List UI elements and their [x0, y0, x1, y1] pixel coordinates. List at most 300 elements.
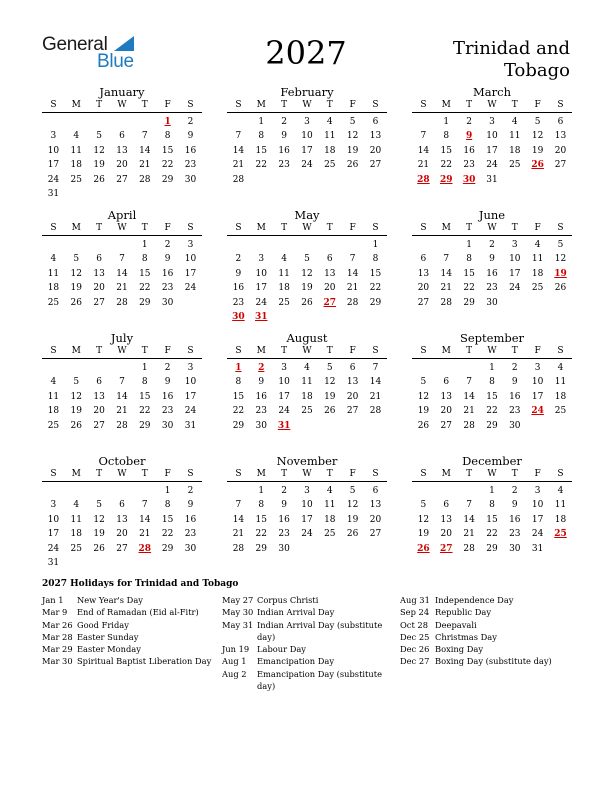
day: 8 [489, 500, 495, 511]
weekday-header [42, 222, 202, 236]
day: 1 [258, 117, 265, 127]
holiday-name: Republic Day [435, 607, 491, 618]
weekday-label: W [117, 100, 127, 110]
day: 27 [554, 160, 567, 171]
weekday-label: T [511, 469, 518, 479]
day: 23 [278, 529, 290, 540]
day: 11 [70, 145, 82, 156]
weekday-label: S [557, 469, 564, 479]
day: 23 [278, 160, 290, 171]
month-august [227, 331, 387, 433]
day: 21 [116, 406, 128, 417]
logo-blue-text: Blue [97, 51, 134, 72]
day: 15 [463, 268, 475, 279]
day-grid [412, 361, 572, 433]
holiday-date: Aug 2 [222, 668, 247, 679]
holiday-item [222, 668, 394, 693]
weekday-label: W [117, 223, 127, 233]
month-october [42, 454, 202, 570]
empty-day [65, 361, 88, 375]
weekday-label: M [256, 223, 266, 233]
day: 8 [164, 500, 171, 511]
day: 18 [324, 145, 336, 156]
day: 13 [93, 391, 105, 402]
day: 16 [278, 145, 290, 156]
day: 7 [141, 131, 148, 142]
day: 17 [301, 514, 313, 525]
holiday-date: Oct 28 [400, 619, 428, 630]
month-november [227, 454, 387, 556]
day: 22 [139, 283, 151, 294]
weekday-label: W [487, 223, 497, 233]
day: 9 [235, 268, 242, 279]
day: 3 [304, 486, 310, 496]
day: 23 [509, 406, 521, 417]
day: 12 [554, 254, 567, 265]
day: 25 [278, 297, 290, 308]
day: 9 [281, 131, 287, 142]
day: 7 [235, 131, 242, 142]
day: 24 [47, 174, 60, 185]
day: 29 [486, 543, 498, 554]
day: 6 [443, 377, 450, 388]
day: 30 [278, 543, 290, 554]
day: 12 [346, 500, 359, 511]
empty-day [111, 238, 134, 252]
day: 9 [164, 377, 171, 388]
weekday-label: F [534, 100, 541, 110]
day: 25 [509, 160, 521, 171]
weekday-label: T [326, 346, 333, 356]
day: 18 [47, 283, 60, 294]
empty-day [435, 484, 458, 498]
weekday-label: W [302, 346, 312, 356]
day: 13 [93, 268, 105, 279]
weekday-label: S [50, 223, 57, 233]
weekday-label: T [511, 100, 518, 110]
day: 29 [369, 297, 382, 308]
day: 21 [346, 283, 359, 294]
holiday-name: Emancipation Day (substitute day) [257, 668, 382, 692]
empty-day [341, 238, 364, 252]
day: 19 [346, 514, 359, 525]
month-title: September [459, 331, 525, 345]
weekday-label: S [235, 223, 242, 233]
day: 29 [232, 420, 245, 431]
day-grid [412, 484, 572, 556]
day: 1 [443, 117, 450, 127]
day: 29 [463, 297, 475, 308]
weekday-header [412, 345, 572, 359]
empty-day [133, 115, 156, 129]
holiday-item [222, 643, 394, 655]
day: 1 [489, 363, 495, 373]
weekday-label: T [281, 100, 288, 110]
weekday-label: W [302, 223, 312, 233]
day: 20 [417, 283, 430, 294]
day: 17 [184, 391, 197, 402]
empty-day [88, 361, 111, 375]
holiday-item [222, 594, 394, 606]
day: 19 [70, 406, 82, 417]
day: 16 [509, 514, 521, 525]
weekday-header [227, 222, 387, 236]
day: 9 [511, 500, 518, 511]
day-grid [42, 484, 202, 570]
day: 31 [531, 543, 544, 554]
weekday-label: S [372, 100, 379, 110]
day: 8 [443, 131, 450, 142]
holidays-title: 2027 Holidays for Trinidad and Tobago [42, 579, 239, 589]
holiday-item [400, 631, 570, 643]
day: 29 [255, 543, 267, 554]
weekday-label: S [420, 223, 427, 233]
weekday-label: T [96, 469, 103, 479]
day: 10 [486, 131, 498, 142]
empty-day [42, 115, 65, 129]
holiday-item [400, 619, 570, 631]
holiday-name: Good Friday [77, 619, 129, 630]
day: 17 [47, 529, 60, 540]
day: 19 [346, 145, 359, 156]
empty-day [412, 361, 435, 375]
day: 18 [301, 391, 313, 402]
weekday-label: M [441, 346, 451, 356]
day: 26 [70, 420, 82, 431]
day: 20 [116, 529, 128, 540]
holiday-date: Mar 30 [42, 656, 73, 667]
day: 9 [187, 131, 194, 142]
day: 2 [489, 240, 495, 250]
weekday-label: S [187, 469, 194, 479]
holiday-item [42, 643, 217, 655]
day: 3 [187, 240, 194, 250]
day: 9 [258, 377, 265, 388]
day: 10 [47, 145, 60, 156]
day: 25 [324, 529, 336, 540]
day: 3 [187, 363, 194, 373]
holiday-name: Emancipation Day [257, 656, 335, 667]
holiday-date: Sep 24 [400, 607, 430, 618]
weekday-label: S [50, 100, 57, 110]
day: 3 [50, 500, 57, 511]
day: 16 [184, 145, 197, 156]
weekday-label: M [256, 100, 266, 110]
day: 21 [463, 406, 475, 417]
day: 19 [417, 406, 430, 417]
day: 18 [554, 514, 567, 525]
weekday-label: S [372, 469, 379, 479]
day: 24 [255, 297, 267, 308]
day: 23 [161, 406, 174, 417]
holiday-name: End of Ramadan (Eid al-Fitr) [77, 607, 199, 618]
weekday-label: S [235, 100, 242, 110]
holiday-date: Mar 26 [42, 619, 73, 630]
day-grid [227, 238, 387, 324]
empty-day [458, 484, 481, 498]
weekday-label: W [487, 100, 497, 110]
day: 9 [511, 377, 518, 388]
day: 23 [509, 529, 521, 540]
day: 11 [278, 268, 290, 279]
day: 24 [531, 529, 544, 540]
holiday-date: Mar 29 [42, 644, 73, 655]
holiday-day: 29 [440, 174, 453, 185]
day: 17 [486, 145, 498, 156]
day: 20 [369, 145, 382, 156]
month-june [412, 208, 572, 310]
day: 15 [255, 145, 267, 156]
holiday-name: Boxing Day (substitute day) [435, 656, 552, 667]
day: 22 [486, 406, 498, 417]
day: 27 [93, 297, 105, 308]
day: 16 [184, 514, 197, 525]
day: 18 [70, 529, 82, 540]
day: 12 [417, 514, 430, 525]
holiday-column [400, 594, 570, 668]
day: 4 [326, 117, 333, 127]
day: 29 [139, 297, 151, 308]
day: 30 [161, 420, 174, 431]
weekday-label: S [235, 346, 242, 356]
day: 13 [369, 500, 382, 511]
day: 3 [534, 486, 541, 496]
day: 4 [281, 254, 287, 265]
holiday-name: New Year's Day [77, 595, 143, 605]
weekday-label: T [141, 346, 148, 356]
day: 9 [164, 254, 171, 265]
weekday-label: W [117, 469, 127, 479]
holiday-date: Jun 19 [222, 644, 250, 655]
day: 1 [258, 486, 265, 496]
day: 16 [463, 145, 475, 156]
weekday-label: M [256, 469, 266, 479]
day: 11 [47, 268, 60, 279]
weekday-label: F [164, 346, 171, 356]
day: 15 [161, 514, 174, 525]
day: 1 [141, 240, 148, 250]
empty-day [88, 484, 111, 498]
day: 5 [304, 254, 310, 265]
holiday-name: Indian Arrival Day (substitute day) [257, 619, 383, 642]
day: 11 [47, 391, 60, 402]
empty-day [65, 238, 88, 252]
weekday-header [42, 468, 202, 482]
day: 15 [255, 514, 267, 525]
day: 18 [531, 268, 544, 279]
day: 10 [278, 377, 290, 388]
day: 10 [509, 254, 521, 265]
weekday-label: M [71, 346, 81, 356]
empty-day [88, 238, 111, 252]
weekday-header [42, 345, 202, 359]
day: 12 [93, 514, 105, 525]
weekday-label: F [349, 469, 356, 479]
day: 9 [187, 500, 194, 511]
day: 24 [509, 283, 521, 294]
day: 13 [369, 131, 382, 142]
day: 21 [440, 283, 452, 294]
day: 21 [232, 160, 245, 171]
day: 1 [141, 363, 148, 373]
day: 20 [440, 406, 452, 417]
weekday-label: T [141, 100, 148, 110]
holiday-name: Spiritual Baptist Liberation Day [77, 656, 212, 667]
holiday-item [222, 619, 394, 644]
day: 19 [93, 160, 105, 171]
day: 19 [70, 283, 82, 294]
holiday-item [42, 594, 217, 606]
day: 17 [255, 283, 267, 294]
day: 7 [466, 377, 472, 388]
month-february [227, 85, 387, 187]
weekday-label: T [511, 223, 518, 233]
day: 10 [255, 268, 267, 279]
day: 8 [235, 377, 242, 388]
day: 14 [417, 145, 430, 156]
day: 3 [489, 117, 495, 127]
day: 4 [557, 486, 564, 496]
day: 3 [258, 254, 265, 265]
weekday-label: S [557, 100, 564, 110]
day: 19 [531, 145, 544, 156]
holiday-name: Easter Sunday [77, 631, 139, 642]
day: 10 [184, 377, 197, 388]
day: 21 [369, 391, 382, 402]
weekday-header [412, 99, 572, 113]
holiday-day: 28 [138, 543, 152, 554]
holiday-date: May 31 [222, 619, 254, 630]
day: 18 [554, 391, 567, 402]
day: 25 [301, 406, 313, 417]
day: 7 [372, 363, 379, 373]
weekday-label: M [71, 223, 81, 233]
day: 25 [47, 420, 60, 431]
day: 22 [232, 406, 245, 417]
empty-day [65, 484, 88, 498]
weekday-label: T [466, 469, 473, 479]
day: 1 [489, 486, 495, 496]
day: 21 [417, 160, 430, 171]
day: 10 [47, 514, 60, 525]
holiday-day: 2 [258, 363, 265, 373]
day: 11 [324, 131, 336, 142]
day: 6 [372, 486, 379, 496]
empty-day [412, 115, 435, 129]
day: 5 [96, 131, 102, 142]
day: 18 [324, 514, 336, 525]
day: 27 [116, 543, 128, 554]
day: 14 [463, 514, 475, 525]
day: 15 [232, 391, 245, 402]
month-title: July [110, 331, 134, 345]
day: 30 [486, 297, 498, 308]
day: 27 [93, 420, 105, 431]
day: 14 [232, 514, 245, 525]
day: 27 [369, 160, 382, 171]
weekday-header [42, 99, 202, 113]
day: 17 [509, 268, 521, 279]
day: 11 [554, 377, 567, 388]
day: 18 [47, 406, 60, 417]
day: 25 [531, 283, 544, 294]
day: 20 [440, 529, 452, 540]
day: 16 [161, 391, 174, 402]
day: 4 [73, 131, 80, 142]
weekday-label: T [281, 223, 288, 233]
day: 16 [161, 268, 174, 279]
holiday-day: 1 [235, 363, 242, 373]
day: 5 [534, 117, 541, 127]
weekday-label: S [187, 223, 194, 233]
holiday-date: Jan 1 [42, 595, 64, 605]
day: 30 [509, 543, 521, 554]
day: 30 [255, 420, 267, 431]
day: 26 [93, 543, 105, 554]
empty-day [412, 484, 435, 498]
day: 20 [369, 514, 382, 525]
weekday-label: S [235, 469, 242, 479]
country-line-1: Trinidad and [452, 38, 570, 59]
day: 18 [70, 160, 82, 171]
day: 7 [443, 254, 450, 265]
day: 2 [281, 486, 287, 496]
day: 22 [161, 529, 174, 540]
holiday-item [400, 594, 570, 606]
day: 27 [346, 406, 359, 417]
empty-day [458, 361, 481, 375]
empty-day [133, 484, 156, 498]
day: 14 [463, 391, 475, 402]
day: 7 [141, 500, 148, 511]
day: 19 [93, 529, 105, 540]
day: 8 [489, 377, 495, 388]
empty-day [111, 484, 134, 498]
weekday-label: S [50, 346, 57, 356]
year-title: 2027 [265, 34, 347, 72]
day: 14 [232, 145, 245, 156]
day: 9 [281, 500, 287, 511]
weekday-label: S [420, 100, 427, 110]
weekday-header [227, 99, 387, 113]
day: 24 [47, 543, 60, 554]
day: 11 [509, 131, 521, 142]
holiday-date: May 30 [222, 607, 254, 618]
weekday-label: T [466, 346, 473, 356]
day: 5 [420, 377, 427, 388]
month-march [412, 85, 572, 187]
empty-day [42, 484, 65, 498]
day: 29 [139, 420, 151, 431]
day: 2 [187, 117, 194, 127]
day: 16 [255, 391, 267, 402]
day: 30 [509, 420, 521, 431]
day: 1 [372, 240, 379, 250]
holiday-date: Aug 31 [400, 595, 430, 605]
day: 26 [346, 529, 359, 540]
month-title: April [107, 208, 137, 222]
month-title: May [294, 208, 320, 222]
day: 12 [346, 131, 359, 142]
day: 17 [301, 145, 313, 156]
day: 11 [70, 514, 82, 525]
day: 7 [235, 500, 242, 511]
day: 7 [119, 254, 125, 265]
holiday-day: 9 [465, 131, 473, 142]
day: 17 [278, 391, 290, 402]
day: 8 [258, 131, 265, 142]
day: 22 [161, 160, 174, 171]
